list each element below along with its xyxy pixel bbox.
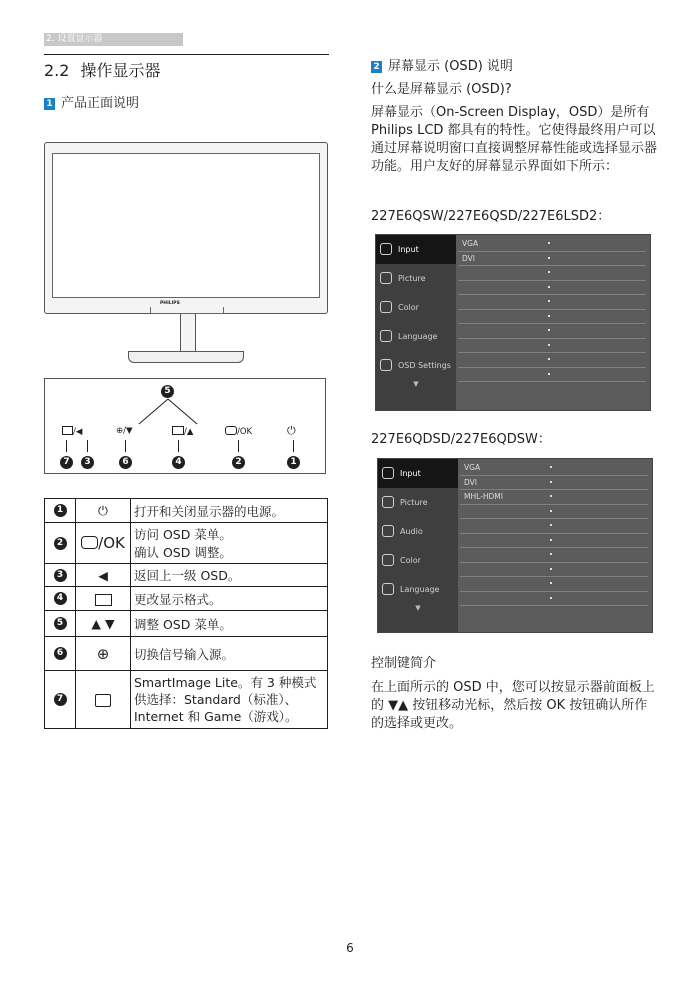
chapter-header: 2. 设置显示器 [44, 33, 183, 46]
tick-3 [87, 440, 88, 452]
osd-screenshot-2 [377, 458, 653, 633]
input-source-icon: ⊕ [116, 426, 124, 436]
subsection-number: 2 [371, 61, 382, 73]
subsection-osd [371, 55, 513, 74]
format-icon [172, 426, 184, 435]
osd-question: 什么是屏幕显示 (OSD)? [371, 82, 512, 97]
osd-menu-input: Input [378, 459, 458, 488]
monitor-screen [52, 153, 320, 298]
osd-option-empty [458, 368, 646, 383]
page-number: 6 [346, 941, 354, 955]
input-down-label: ⊕/▼ [116, 426, 133, 436]
section-heading [44, 58, 161, 81]
menu-icon [225, 426, 237, 435]
input-icon [380, 243, 392, 255]
osd-menu-language: Language [376, 322, 456, 351]
format-up-label: /▲ [172, 426, 193, 437]
tick-7 [66, 440, 67, 452]
osd-menu-osd-settings: OSD Settings [376, 351, 456, 380]
osd-option-empty [460, 592, 648, 607]
osd-option-empty [458, 310, 646, 325]
subsection-title: 屏幕显示 (OSD) 说明 [388, 59, 513, 74]
osd-option-empty [460, 577, 648, 592]
tick-4 [178, 440, 179, 452]
osd-screenshot-1 [375, 234, 651, 411]
chevron-down-icon: ▼ [413, 380, 419, 388]
monitor-stand-base [128, 351, 244, 363]
color-icon [382, 554, 394, 566]
osd-option-vga: VGA [460, 461, 648, 476]
input-icon [382, 467, 394, 479]
osd-option-vga: VGA [458, 237, 646, 252]
color-icon [380, 301, 392, 313]
menu-icon [81, 536, 98, 549]
row-number: 5 [54, 617, 67, 630]
osd-option-empty [460, 534, 648, 549]
model-group-2: 227E6QDSD/227E6QDSW： [371, 432, 551, 447]
monitor-logo: PHILIPS [160, 301, 180, 306]
callout-7: 7 [60, 456, 73, 469]
osd-option-empty [460, 548, 648, 563]
osd-menu-picture: Picture [376, 264, 456, 293]
table-row [45, 564, 328, 587]
osd-option-empty [460, 563, 648, 578]
tick-6 [125, 440, 126, 452]
keys-intro-title: 控制键简介 [371, 656, 437, 671]
row-number: 2 [54, 537, 67, 550]
keys-table [44, 498, 328, 729]
osd-options [458, 237, 646, 382]
subsection-front-view [44, 92, 139, 111]
osd-option-empty [458, 266, 646, 281]
table-row [45, 637, 328, 671]
smartimage-back-label: /◀ [62, 426, 82, 437]
up-down-icon: ▲ ▼ [76, 611, 131, 637]
osd-option-empty [458, 295, 646, 310]
osd-menu-audio: Audio [378, 517, 458, 546]
osd-option-empty [458, 324, 646, 339]
callout-1: 1 [287, 456, 300, 469]
callout-3: 3 [81, 456, 94, 469]
row-desc: 更改显示格式。 [131, 587, 328, 611]
osd-option-empty [460, 519, 648, 534]
section-title: 操作显示器 [80, 61, 161, 80]
row-number: 3 [54, 569, 67, 582]
table-row [45, 671, 328, 729]
picture-icon [382, 496, 394, 508]
power-icon: ⏻ [76, 499, 131, 523]
row-number: 7 [54, 693, 67, 706]
callout-6: 6 [119, 456, 132, 469]
subsection-number: 1 [44, 98, 55, 110]
model-group-1: 227E6QSW/227E6QSD/227E6LSD2： [371, 209, 611, 224]
back-icon: ◀ [76, 564, 131, 587]
callout-2: 2 [232, 456, 245, 469]
callout-4: 4 [172, 456, 185, 469]
input-source-icon: ⊕ [76, 637, 131, 671]
menu-ok-icon: /OK [76, 523, 131, 564]
row-desc: 打开和关闭显示器的电源。 [131, 499, 328, 523]
language-icon [380, 330, 392, 342]
table-row [45, 611, 328, 637]
table-row [45, 523, 328, 564]
row-desc: 返回上一级 OSD。 [131, 564, 328, 587]
osd-option-empty [458, 281, 646, 296]
row-desc: 调整 OSD 菜单。 [131, 611, 328, 637]
osd-menu-input: Input [376, 235, 456, 264]
row-desc: 切换信号输入源。 [131, 637, 328, 671]
header-rule [44, 54, 329, 55]
osd-option-mhl-hdmi: MHL-HDMI [460, 490, 648, 505]
menu-ok-label: /OK [225, 426, 252, 437]
osd-option-dvi: DVI [458, 252, 646, 267]
monitor-chin [150, 307, 224, 314]
chevron-down-icon: ▼ [415, 604, 421, 612]
keys-intro-body: 在上面所示的 OSD 中，您可以按显示器前面板上的 ▼▲ 按钮移动光标，然后按 OK 按钮确认所作的选择或更改。 [371, 680, 655, 731]
tick-2 [238, 440, 239, 452]
osd-menu [378, 459, 458, 632]
callout-5: 5 [161, 385, 174, 398]
osd-menu-color: Color [378, 546, 458, 575]
osd-description: 屏幕显示（On-Screen Display，OSD）是所有 Philips LCD 都具有的特性。它使得最终用户可以通过屏幕说明窗口直接调整屏幕性能或选择显示器功能。用户友好的屏幕显示界面如下所示： [371, 105, 658, 174]
osd-menu [376, 235, 456, 410]
osd-menu-picture: Picture [378, 488, 458, 517]
row-desc: SmartImage Lite。有 3 种模式供选择：Standard（标准）、Internet 和 Game（游戏）。 [131, 671, 328, 729]
format-icon [76, 587, 131, 611]
settings-icon [380, 359, 392, 371]
tick-1 [293, 440, 294, 452]
smartimage-icon [62, 426, 73, 435]
power-icon: ⏻ [287, 424, 296, 437]
row-number: 4 [54, 592, 67, 605]
subsection-title: 产品正面说明 [61, 96, 140, 111]
osd-option-dvi: DVI [460, 476, 648, 491]
osd-option-empty [458, 339, 646, 354]
row-desc: 访问 OSD 菜单。 确认 OSD 调整。 [131, 523, 328, 564]
table-row [45, 587, 328, 611]
osd-option-empty [458, 353, 646, 368]
osd-options [460, 461, 648, 606]
row-number: 1 [54, 504, 67, 517]
language-icon [382, 583, 394, 595]
picture-icon [380, 272, 392, 284]
smartimage-icon [76, 671, 131, 729]
callout-lines [135, 398, 205, 426]
row-number: 6 [54, 647, 67, 660]
audio-icon [382, 525, 394, 537]
osd-option-empty [460, 505, 648, 520]
section-number: 2.2 [44, 61, 70, 80]
osd-menu-color: Color [376, 293, 456, 322]
monitor-stand-neck [180, 314, 196, 352]
table-row [45, 499, 328, 523]
osd-menu-language: Language [378, 575, 458, 604]
